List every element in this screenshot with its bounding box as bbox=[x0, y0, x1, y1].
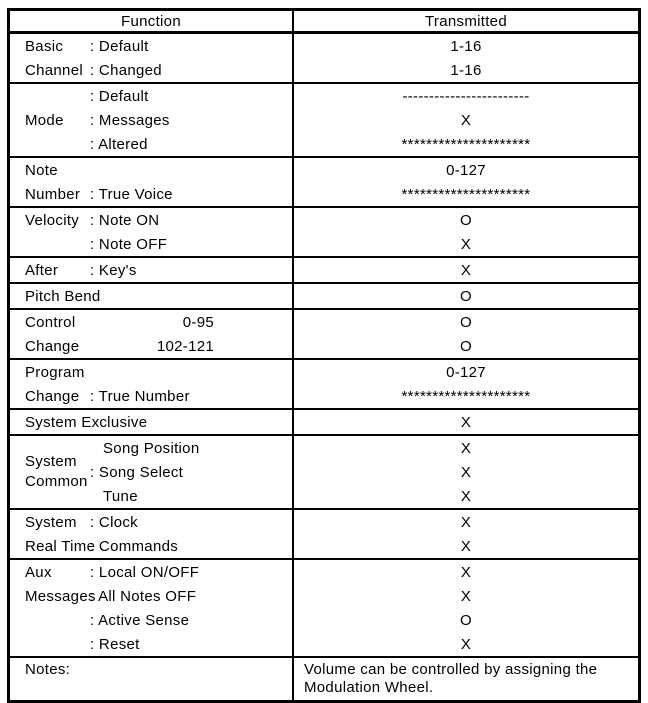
function-label: Number bbox=[25, 185, 81, 203]
notes-label-cell bbox=[10, 658, 294, 700]
function-detail: : Note OFF bbox=[90, 235, 168, 253]
transmitted-cell-mode bbox=[294, 84, 638, 156]
function-cell-velocity bbox=[10, 208, 294, 256]
transmitted-value: ------------------------ bbox=[402, 87, 530, 105]
notes-row bbox=[10, 658, 638, 700]
function-label-column bbox=[10, 560, 96, 656]
transmitted-value: X bbox=[460, 413, 472, 431]
function-detail: 0-95 bbox=[182, 313, 214, 331]
function-label bbox=[25, 632, 90, 656]
function-cell-basic-channel bbox=[10, 34, 294, 82]
function-detail bbox=[90, 158, 292, 182]
function-detail-column bbox=[90, 360, 292, 408]
function-label: System bbox=[25, 513, 77, 531]
transmitted-cell-system-real-time bbox=[294, 510, 638, 558]
function-detail: : Messages bbox=[90, 111, 170, 129]
function-detail: : Note ON bbox=[90, 211, 160, 229]
function-detail-column bbox=[90, 158, 292, 206]
function-detail: : Reset bbox=[90, 635, 140, 653]
transmitted-value: X bbox=[460, 439, 472, 457]
function-label: Basic bbox=[25, 37, 64, 55]
function-detail: : Altered bbox=[90, 135, 148, 153]
section-control-change bbox=[10, 310, 638, 360]
table-header bbox=[10, 11, 638, 34]
function-label-column bbox=[10, 510, 96, 558]
function-cell-program-change bbox=[10, 360, 294, 408]
function-cell-system-exclusive bbox=[10, 410, 294, 434]
transmitted-value: X bbox=[460, 635, 472, 653]
notes-label: Notes: bbox=[25, 661, 71, 678]
function-detail-column bbox=[90, 310, 292, 358]
section-program-change bbox=[10, 360, 638, 410]
function-label bbox=[25, 132, 90, 156]
function-detail: : Song Select bbox=[90, 463, 184, 481]
function-detail bbox=[90, 360, 292, 384]
function-label: Control bbox=[25, 313, 76, 331]
function-detail: : True Voice bbox=[90, 185, 173, 203]
function-label: Aux bbox=[25, 563, 52, 581]
section-velocity bbox=[10, 208, 638, 258]
function-label: Program bbox=[25, 363, 85, 381]
header-transmitted-label: Transmitted bbox=[425, 12, 507, 30]
function-label: Mode bbox=[25, 111, 64, 129]
transmitted-value: 1-16 bbox=[450, 37, 482, 55]
section-basic-channel bbox=[10, 34, 638, 84]
transmitted-value: ********************* bbox=[401, 135, 531, 153]
transmitted-value: X bbox=[460, 487, 472, 505]
transmitted-cell-after-touch bbox=[294, 258, 638, 282]
function-label bbox=[25, 232, 90, 256]
transmitted-value: X bbox=[460, 463, 472, 481]
function-label-column bbox=[10, 284, 101, 308]
transmitted-value: O bbox=[460, 211, 472, 229]
section-aux-messages bbox=[10, 560, 638, 658]
function-label: Channel bbox=[25, 61, 83, 79]
notes-text: Volume can be controlled by assigning the Modulation Wheel. bbox=[304, 661, 598, 696]
function-detail-column bbox=[90, 560, 292, 656]
function-cell-control-change bbox=[10, 310, 294, 358]
function-detail: Song Position bbox=[103, 439, 200, 457]
function-detail: : Local ON/OFF bbox=[90, 563, 200, 581]
transmitted-value: X bbox=[460, 235, 472, 253]
transmitted-cell-system-exclusive bbox=[294, 410, 638, 434]
function-label: Pitch Bend bbox=[25, 287, 101, 305]
function-detail: : True Number bbox=[90, 387, 190, 405]
transmitted-value: X bbox=[460, 261, 472, 279]
function-detail: : Default bbox=[90, 87, 149, 105]
function-label: System bbox=[25, 453, 77, 470]
transmitted-value: O bbox=[460, 287, 472, 305]
header-transmitted-cell bbox=[294, 11, 638, 31]
transmitted-cell-program-change bbox=[294, 360, 638, 408]
function-detail-column bbox=[90, 84, 292, 156]
notes-text-cell bbox=[294, 658, 638, 700]
function-detail: : Changed bbox=[90, 61, 162, 79]
section-system-real-time bbox=[10, 510, 638, 560]
function-cell-pitch-bend bbox=[10, 284, 294, 308]
function-detail bbox=[90, 410, 292, 434]
function-label-column bbox=[10, 208, 90, 256]
function-label: Change bbox=[25, 337, 80, 355]
section-mode bbox=[10, 84, 638, 158]
transmitted-value: X bbox=[460, 111, 472, 129]
transmitted-value: X bbox=[460, 537, 472, 555]
function-detail: : Key's bbox=[90, 261, 137, 279]
function-label-column bbox=[10, 360, 90, 408]
function-label: Change bbox=[25, 387, 80, 405]
function-label-column bbox=[10, 310, 90, 358]
function-detail: Tune bbox=[103, 487, 138, 505]
function-label-column bbox=[10, 158, 90, 206]
function-label-column bbox=[10, 84, 90, 156]
section-pitch-bend bbox=[10, 284, 638, 310]
function-detail-column bbox=[90, 34, 292, 82]
header-function-cell bbox=[10, 11, 294, 31]
transmitted-cell-control-change bbox=[294, 310, 638, 358]
function-detail: 102-121 bbox=[156, 337, 214, 355]
function-cell-mode bbox=[10, 84, 294, 156]
function-label bbox=[25, 84, 90, 108]
function-cell-system-common bbox=[10, 436, 294, 508]
transmitted-cell-pitch-bend bbox=[294, 284, 638, 308]
function-detail-column bbox=[90, 410, 292, 434]
midi-implementation-chart bbox=[7, 8, 641, 703]
transmitted-value: 1-16 bbox=[450, 61, 482, 79]
function-label-column bbox=[10, 436, 90, 508]
function-cell-system-real-time bbox=[10, 510, 294, 558]
transmitted-value: ********************* bbox=[401, 185, 531, 203]
function-detail-column bbox=[90, 258, 292, 282]
function-detail: : Commands bbox=[90, 537, 179, 555]
transmitted-value: O bbox=[460, 337, 472, 355]
function-cell-aux-messages bbox=[10, 560, 294, 656]
transmitted-value: X bbox=[460, 563, 472, 581]
function-label: Messages bbox=[25, 587, 96, 605]
function-detail: : Active Sense bbox=[90, 611, 190, 629]
transmitted-cell-aux-messages bbox=[294, 560, 638, 656]
function-label: Note bbox=[25, 161, 58, 179]
function-detail: : Clock bbox=[90, 513, 138, 531]
transmitted-cell-system-common bbox=[294, 436, 638, 508]
function-detail-column bbox=[90, 510, 292, 558]
transmitted-value: O bbox=[460, 313, 472, 331]
transmitted-cell-basic-channel bbox=[294, 34, 638, 82]
transmitted-cell-velocity bbox=[294, 208, 638, 256]
function-label-column bbox=[10, 258, 90, 282]
section-system-common bbox=[10, 436, 638, 510]
function-label bbox=[25, 608, 90, 632]
function-label: Real Time bbox=[25, 537, 96, 555]
transmitted-cell-note-number bbox=[294, 158, 638, 206]
header-function-label: Function bbox=[121, 12, 181, 30]
function-label: After bbox=[25, 261, 59, 279]
function-detail: : Default bbox=[90, 37, 149, 55]
function-label: Velocity bbox=[25, 211, 80, 229]
sections-container bbox=[10, 34, 638, 658]
function-label: System Exclusive bbox=[25, 413, 148, 431]
function-label-column bbox=[10, 34, 90, 82]
section-note-number bbox=[10, 158, 638, 208]
function-cell-note-number bbox=[10, 158, 294, 206]
function-label: Common bbox=[25, 473, 88, 490]
function-detail-column bbox=[90, 436, 292, 508]
function-detail-column bbox=[90, 284, 292, 308]
transmitted-value: O bbox=[460, 611, 472, 629]
transmitted-value: 0-127 bbox=[446, 161, 486, 179]
transmitted-value: ********************* bbox=[401, 387, 531, 405]
section-after-touch bbox=[10, 258, 638, 284]
function-detail-column bbox=[90, 208, 292, 256]
transmitted-value: X bbox=[460, 513, 472, 531]
section-system-exclusive bbox=[10, 410, 638, 436]
function-cell-after-touch bbox=[10, 258, 294, 282]
transmitted-value: X bbox=[460, 587, 472, 605]
function-label-column bbox=[10, 410, 148, 434]
function-detail bbox=[90, 284, 292, 308]
transmitted-value: 0-127 bbox=[446, 363, 486, 381]
function-detail: : All Notes OFF bbox=[90, 587, 197, 605]
